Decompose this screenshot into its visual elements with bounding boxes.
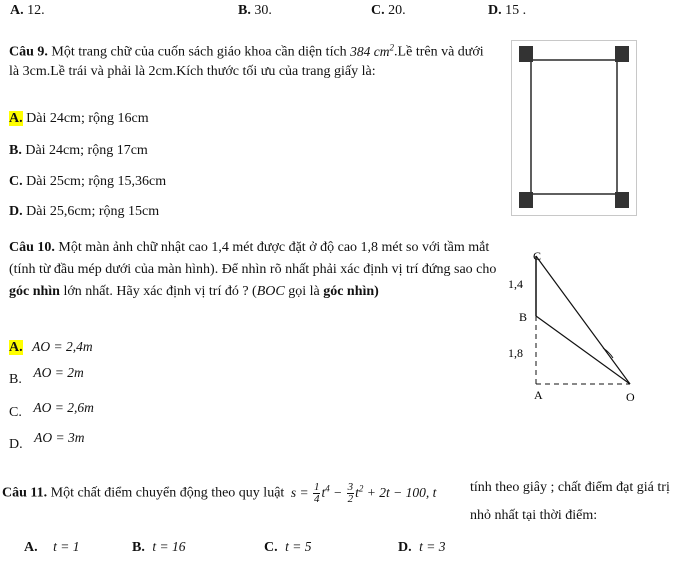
option-letter-highlighted: A. <box>9 340 23 355</box>
question-11-tail: tính theo giây ; chất điểm đạt giá trị nhỏ nhất tại thời điểm: <box>470 480 670 523</box>
label-length-ba: 1,8 <box>508 346 523 360</box>
option-letter: C. <box>9 174 23 189</box>
option-letter: D. <box>9 204 23 219</box>
view-angle-arc <box>603 348 613 358</box>
answer-value: 30. <box>254 3 272 18</box>
q9-option-c[interactable] <box>9 174 166 190</box>
option-formula: AO = 2,6m <box>33 400 94 415</box>
prev-answer-d[interactable] <box>488 3 526 19</box>
label-b: B <box>519 310 528 324</box>
question-label: Câu 11. <box>2 485 48 501</box>
page-margin-figure <box>511 40 637 216</box>
corner-bottom-left <box>519 192 533 208</box>
option-text: Dài 24cm; rộng 16cm <box>26 111 149 126</box>
corner-top-right <box>615 46 629 62</box>
option-formula: AO = 3m <box>34 430 85 445</box>
option-formula: AO = 2m <box>33 365 84 380</box>
sightline-oc <box>536 256 630 384</box>
option-formula: t = 5 <box>285 539 312 554</box>
q9-option-b[interactable] <box>9 143 148 159</box>
option-letter: B. <box>9 372 22 387</box>
question-label: Câu 10. <box>9 240 55 255</box>
option-letter: B. <box>9 143 22 158</box>
q10-option-d[interactable] <box>9 430 85 453</box>
q11-option-b[interactable] <box>132 539 185 556</box>
q11-option-c[interactable] <box>264 539 312 556</box>
label-o: O <box>626 390 635 404</box>
q11-option-d[interactable] <box>398 539 446 556</box>
answer-letter: B. <box>238 3 251 18</box>
option-formula: t = 3 <box>419 539 446 554</box>
option-letter: B. <box>132 540 145 555</box>
answer-value: 20. <box>388 3 406 18</box>
label-length-cb: 1,4 <box>508 277 523 291</box>
page-text-area <box>531 60 617 194</box>
prev-answer-c[interactable] <box>371 3 406 19</box>
q9-option-a[interactable] <box>9 111 149 127</box>
question-11-line-1: Câu 11. Một chất điểm chuyển động theo quy luật s = $\frac{1}{4}$ $t^4$ − $\frac{3}{2}$ $t^2 + 2t - 100$, t <box>2 480 437 505</box>
option-text: Dài 25cm; rộng 15,36cm <box>26 174 167 189</box>
option-letter-highlighted: A. <box>9 111 23 126</box>
answer-value: 15 . <box>505 3 527 18</box>
viewing-angle-figure <box>500 244 650 406</box>
answer-letter: C. <box>371 3 385 18</box>
q11-option-a[interactable] <box>24 539 80 556</box>
option-letter: C. <box>9 405 22 420</box>
option-text: Dài 25,6cm; rộng 15cm <box>26 204 160 219</box>
label-c: C <box>533 249 542 263</box>
q10-option-a[interactable] <box>9 339 93 356</box>
option-letter: A. <box>24 540 38 555</box>
option-formula: t = 1 <box>53 539 80 554</box>
q9-option-d[interactable] <box>9 204 159 220</box>
question-10-text: Câu 10. Một màn ảnh chữ nhật cao 1,4 mét được đặt ở độ cao 1,8 mét so với tầm mắt (tính từ đầu mép dưới của màn hình). Để nhìn rõ nhất phải xác định vị trí đứng sao cho góc nhìn lớn nhất. Hãy xác định vị trí đó ? (BOC gọi là góc nhìn) <box>9 240 497 299</box>
answer-value: 12. <box>27 3 45 18</box>
sightline-ob <box>536 316 630 384</box>
option-letter: D. <box>398 540 412 555</box>
label-a: A <box>534 388 543 402</box>
corner-bottom-right <box>615 192 629 208</box>
q10-option-c[interactable] <box>9 400 94 421</box>
question-9-text: Câu 9. Một trang chữ của cuốn sách giáo khoa cần diện tích 384 $cm^2.Lề$ trên và dưới là 3cm.Lề trái và phải là 2cm.Kích thước tối ưu của trang giấy là: <box>9 42 484 79</box>
option-letter: C. <box>264 540 278 555</box>
motion-formula: s = $\frac{1}{4}$ $t^4$ − $\frac{3}{2}$ $t^2 + 2t - 100$, t <box>290 480 437 505</box>
option-formula: AO = 2,4m <box>32 339 93 354</box>
question-label: Câu 9. <box>9 44 48 60</box>
option-letter: D. <box>9 437 23 452</box>
q10-option-b[interactable] <box>9 365 84 388</box>
area-formula: 384 $cm^2$ <box>350 42 395 59</box>
corner-top-left <box>519 46 533 62</box>
prev-answer-a[interactable] <box>10 3 45 19</box>
answer-letter: D. <box>488 3 502 18</box>
answer-letter: A. <box>10 3 24 18</box>
option-formula: t = 16 <box>152 539 186 554</box>
prev-answer-b[interactable] <box>238 3 272 19</box>
option-text: Dài 24cm; rộng 17cm <box>25 143 148 158</box>
